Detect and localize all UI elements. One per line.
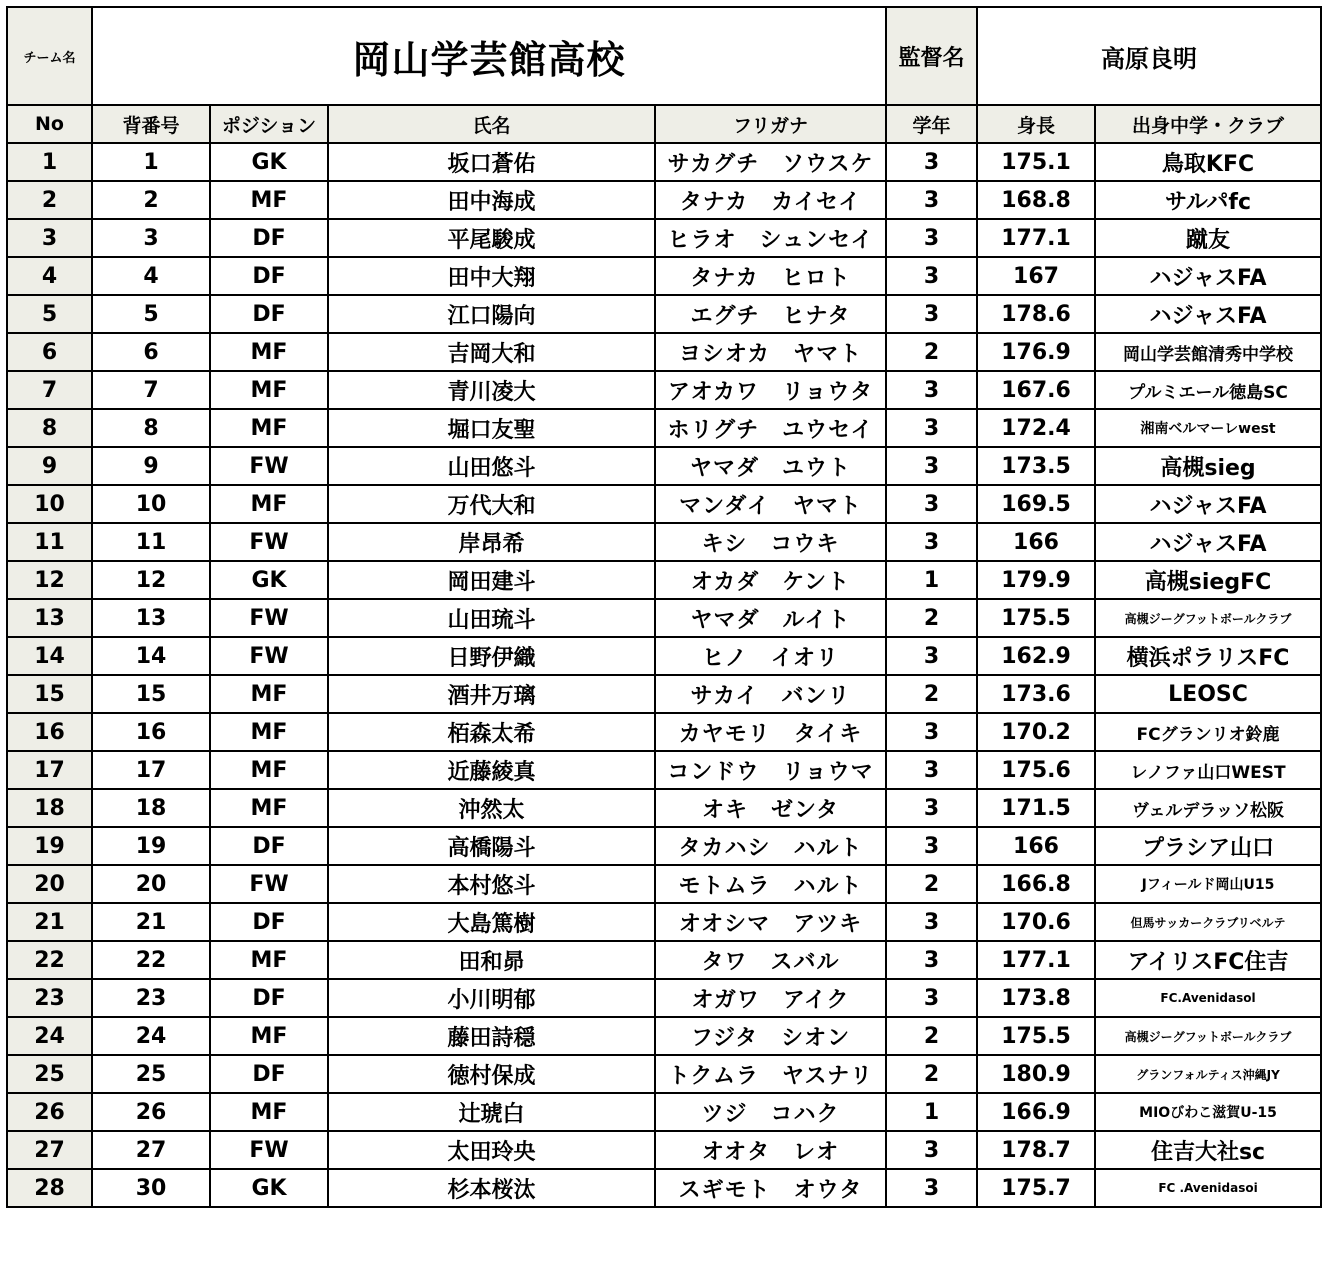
player-club: プラシア山口 [1095,827,1321,865]
player-kana: カヤモリ タイキ [655,713,886,751]
player-name: 本村悠斗 [328,865,655,903]
table-row [7,561,1321,599]
player-position: MF [210,675,328,713]
team-name: 岡山学芸館高校 [92,7,886,105]
player-height: 166 [977,827,1095,865]
player-number: 5 [92,295,210,333]
player-no: 16 [7,713,92,751]
player-club: 但馬サッカークラブリベルテ [1095,903,1321,941]
player-height: 169.5 [977,485,1095,523]
player-grade: 3 [886,409,977,447]
player-club: 住吉大社sc [1095,1131,1321,1169]
table-row [7,903,1321,941]
player-name: 田中大翔 [328,257,655,295]
player-no: 21 [7,903,92,941]
player-height: 173.6 [977,675,1095,713]
player-grade: 3 [886,903,977,941]
player-club: 高槻ジーグフットボールクラブ [1095,599,1321,637]
player-grade: 3 [886,1169,977,1207]
table-row [7,675,1321,713]
player-kana: ヒラオ シュンセイ [655,219,886,257]
player-name: 山田琉斗 [328,599,655,637]
player-name: 江口陽向 [328,295,655,333]
table-row [7,1055,1321,1093]
player-grade: 2 [886,675,977,713]
player-name: 太田玲央 [328,1131,655,1169]
player-club: ヴェルデラッソ松阪 [1095,789,1321,827]
table-row [7,219,1321,257]
player-position: DF [210,257,328,295]
player-club: FC.Avenidasol [1095,979,1321,1017]
player-height: 180.9 [977,1055,1095,1093]
player-position: FW [210,865,328,903]
table-row [7,941,1321,979]
table-row [7,1131,1321,1169]
player-grade: 2 [886,599,977,637]
player-club: MIOびわこ滋賀U-15 [1095,1093,1321,1131]
table-row [7,371,1321,409]
player-number: 19 [92,827,210,865]
player-club: 蹴友 [1095,219,1321,257]
player-height: 175.7 [977,1169,1095,1207]
player-club: ハジャスFA [1095,485,1321,523]
player-number: 3 [92,219,210,257]
player-position: MF [210,409,328,447]
player-position: MF [210,713,328,751]
player-position: MF [210,485,328,523]
player-club: 鳥取KFC [1095,143,1321,181]
player-name: 坂口蒼佑 [328,143,655,181]
player-kana: オカダ ケント [655,561,886,599]
player-number: 27 [92,1131,210,1169]
player-name: 近藤綾真 [328,751,655,789]
player-position: DF [210,979,328,1017]
player-height: 172.4 [977,409,1095,447]
player-height: 175.5 [977,1017,1095,1055]
player-name: 藤田詩穏 [328,1017,655,1055]
player-position: MF [210,333,328,371]
player-number: 9 [92,447,210,485]
player-number: 22 [92,941,210,979]
table-row [7,485,1321,523]
player-height: 167 [977,257,1095,295]
player-position: GK [210,143,328,181]
player-height: 175.1 [977,143,1095,181]
player-name: 酒井万璃 [328,675,655,713]
player-no: 26 [7,1093,92,1131]
player-name: 辻琥白 [328,1093,655,1131]
player-kana: マンダイ ヤマト [655,485,886,523]
column-header-grade: 学年 [886,105,977,143]
player-no: 1 [7,143,92,181]
team-info-row [7,7,1321,105]
player-kana: タナカ カイセイ [655,181,886,219]
player-club: 高槻sieg [1095,447,1321,485]
player-height: 171.5 [977,789,1095,827]
player-kana: トクムラ ヤスナリ [655,1055,886,1093]
player-no: 27 [7,1131,92,1169]
player-kana: ヨシオカ ヤマト [655,333,886,371]
player-grade: 1 [886,561,977,599]
player-no: 22 [7,941,92,979]
player-name: 杉本桜汰 [328,1169,655,1207]
table-row [7,1017,1321,1055]
player-name: 青川凌大 [328,371,655,409]
player-number: 4 [92,257,210,295]
player-club: レノファ山口WEST [1095,751,1321,789]
player-number: 25 [92,1055,210,1093]
player-no: 25 [7,1055,92,1093]
player-kana: タナカ ヒロト [655,257,886,295]
player-grade: 3 [886,637,977,675]
player-position: FW [210,447,328,485]
player-kana: オキ ゼンタ [655,789,886,827]
player-no: 11 [7,523,92,561]
table-row [7,713,1321,751]
player-name: 小川明郁 [328,979,655,1017]
player-no: 8 [7,409,92,447]
player-grade: 3 [886,523,977,561]
player-height: 173.8 [977,979,1095,1017]
player-height: 170.6 [977,903,1095,941]
player-position: FW [210,523,328,561]
player-no: 18 [7,789,92,827]
player-position: DF [210,1055,328,1093]
player-name: 栢森太希 [328,713,655,751]
player-number: 14 [92,637,210,675]
team-name-label: チーム名 [7,7,92,105]
player-club: Jフィールド岡山U15 [1095,865,1321,903]
player-grade: 3 [886,181,977,219]
player-grade: 3 [886,713,977,751]
player-no: 10 [7,485,92,523]
team-roster-table [6,6,1322,1208]
player-kana: オガワ アイク [655,979,886,1017]
player-grade: 3 [886,827,977,865]
table-row [7,599,1321,637]
player-number: 26 [92,1093,210,1131]
player-number: 15 [92,675,210,713]
player-club: ハジャスFA [1095,257,1321,295]
player-height: 162.9 [977,637,1095,675]
column-header-height: 身長 [977,105,1095,143]
table-row [7,181,1321,219]
player-height: 177.1 [977,219,1095,257]
player-position: MF [210,1017,328,1055]
player-number: 7 [92,371,210,409]
player-grade: 3 [886,295,977,333]
player-grade: 2 [886,1055,977,1093]
player-number: 23 [92,979,210,1017]
player-height: 178.6 [977,295,1095,333]
table-row [7,447,1321,485]
player-number: 20 [92,865,210,903]
player-kana: オオタ レオ [655,1131,886,1169]
player-name: 堀口友聖 [328,409,655,447]
player-kana: ツジ コハク [655,1093,886,1131]
player-no: 5 [7,295,92,333]
column-header-kana: フリガナ [655,105,886,143]
player-number: 2 [92,181,210,219]
player-name: 徳村保成 [328,1055,655,1093]
player-kana: ホリグチ ユウセイ [655,409,886,447]
player-grade: 3 [886,1131,977,1169]
player-name: 万代大和 [328,485,655,523]
player-grade: 3 [886,143,977,181]
table-row [7,333,1321,371]
player-no: 24 [7,1017,92,1055]
player-kana: サカイ バンリ [655,675,886,713]
player-grade: 3 [886,485,977,523]
player-grade: 3 [886,447,977,485]
player-name: 岡田建斗 [328,561,655,599]
player-kana: ヒノ イオリ [655,637,886,675]
player-kana: スギモト オウタ [655,1169,886,1207]
player-height: 167.6 [977,371,1095,409]
player-height: 179.9 [977,561,1095,599]
player-no: 20 [7,865,92,903]
player-kana: タカハシ ハルト [655,827,886,865]
player-grade: 3 [886,257,977,295]
player-club: グランフォルティス沖縄JY [1095,1055,1321,1093]
player-position: FW [210,599,328,637]
player-grade: 3 [886,789,977,827]
player-height: 166.8 [977,865,1095,903]
column-header-name: 氏名 [328,105,655,143]
player-grade: 3 [886,941,977,979]
table-row [7,523,1321,561]
player-number: 10 [92,485,210,523]
column-header-row [7,105,1321,143]
player-number: 30 [92,1169,210,1207]
player-position: FW [210,1131,328,1169]
table-row [7,865,1321,903]
player-no: 28 [7,1169,92,1207]
player-height: 177.1 [977,941,1095,979]
player-club: ハジャスFA [1095,523,1321,561]
player-no: 23 [7,979,92,1017]
player-no: 3 [7,219,92,257]
player-name: 大島篤樹 [328,903,655,941]
player-position: GK [210,1169,328,1207]
player-height: 173.5 [977,447,1095,485]
player-club: サルパfc [1095,181,1321,219]
table-row [7,1169,1321,1207]
player-grade: 3 [886,371,977,409]
player-number: 8 [92,409,210,447]
player-club: LEOSC [1095,675,1321,713]
table-row [7,979,1321,1017]
table-row [7,637,1321,675]
player-number: 12 [92,561,210,599]
table-row [7,295,1321,333]
player-height: 166.9 [977,1093,1095,1131]
player-no: 7 [7,371,92,409]
player-no: 14 [7,637,92,675]
player-kana: コンドウ リョウマ [655,751,886,789]
player-grade: 1 [886,1093,977,1131]
player-position: DF [210,219,328,257]
player-number: 16 [92,713,210,751]
player-club: 高槻ジーグフットボールクラブ [1095,1017,1321,1055]
player-height: 168.8 [977,181,1095,219]
table-row [7,1093,1321,1131]
player-kana: エグチ ヒナタ [655,295,886,333]
player-position: GK [210,561,328,599]
player-club: アイリスFC住吉 [1095,941,1321,979]
player-name: 日野伊織 [328,637,655,675]
player-position: MF [210,789,328,827]
column-header-number: 背番号 [92,105,210,143]
player-height: 178.7 [977,1131,1095,1169]
player-name: 岸昂希 [328,523,655,561]
player-position: DF [210,295,328,333]
player-kana: フジタ シオン [655,1017,886,1055]
player-no: 19 [7,827,92,865]
column-header-position: ポジション [210,105,328,143]
table-row [7,751,1321,789]
player-kana: サカグチ ソウスケ [655,143,886,181]
player-no: 6 [7,333,92,371]
player-club: 岡山学芸館清秀中学校 [1095,333,1321,371]
player-name: 沖然太 [328,789,655,827]
player-number: 11 [92,523,210,561]
player-club: 高槻siegFC [1095,561,1321,599]
player-height: 175.6 [977,751,1095,789]
coach-name: 高原良明 [977,7,1321,105]
player-number: 17 [92,751,210,789]
player-no: 15 [7,675,92,713]
player-club: ハジャスFA [1095,295,1321,333]
player-name: 高橋陽斗 [328,827,655,865]
player-position: DF [210,903,328,941]
player-club: 横浜ポラリスFC [1095,637,1321,675]
player-no: 9 [7,447,92,485]
player-club: プルミエール徳島SC [1095,371,1321,409]
table-row [7,827,1321,865]
player-position: FW [210,637,328,675]
player-kana: ヤマダ ユウト [655,447,886,485]
coach-name-label: 監督名 [886,7,977,105]
player-club: FCグランリオ鈴鹿 [1095,713,1321,751]
player-grade: 3 [886,219,977,257]
player-number: 21 [92,903,210,941]
player-no: 2 [7,181,92,219]
player-name: 山田悠斗 [328,447,655,485]
player-position: MF [210,181,328,219]
player-grade: 2 [886,1017,977,1055]
player-name: 吉岡大和 [328,333,655,371]
player-number: 6 [92,333,210,371]
table-row [7,143,1321,181]
table-row [7,257,1321,295]
player-position: DF [210,827,328,865]
column-header-no: No [7,105,92,143]
player-position: MF [210,371,328,409]
player-kana: タワ スバル [655,941,886,979]
player-grade: 3 [886,751,977,789]
table-row [7,789,1321,827]
player-height: 170.2 [977,713,1095,751]
player-number: 1 [92,143,210,181]
player-name: 平尾駿成 [328,219,655,257]
player-height: 166 [977,523,1095,561]
player-height: 175.5 [977,599,1095,637]
player-kana: ヤマダ ルイト [655,599,886,637]
column-header-club: 出身中学・クラブ [1095,105,1321,143]
player-grade: 3 [886,979,977,1017]
player-kana: アオカワ リョウタ [655,371,886,409]
player-name: 田和昴 [328,941,655,979]
player-kana: オオシマ アツキ [655,903,886,941]
player-kana: モトムラ ハルト [655,865,886,903]
player-no: 4 [7,257,92,295]
player-grade: 2 [886,333,977,371]
player-no: 17 [7,751,92,789]
player-number: 18 [92,789,210,827]
player-grade: 2 [886,865,977,903]
player-no: 13 [7,599,92,637]
table-row [7,409,1321,447]
player-position: MF [210,751,328,789]
player-club: FC .Avenidasoi [1095,1169,1321,1207]
player-no: 12 [7,561,92,599]
player-position: MF [210,941,328,979]
player-name: 田中海成 [328,181,655,219]
player-kana: キシ コウキ [655,523,886,561]
player-height: 176.9 [977,333,1095,371]
player-number: 13 [92,599,210,637]
player-position: MF [210,1093,328,1131]
player-number: 24 [92,1017,210,1055]
player-club: 湘南ベルマーレwest [1095,409,1321,447]
